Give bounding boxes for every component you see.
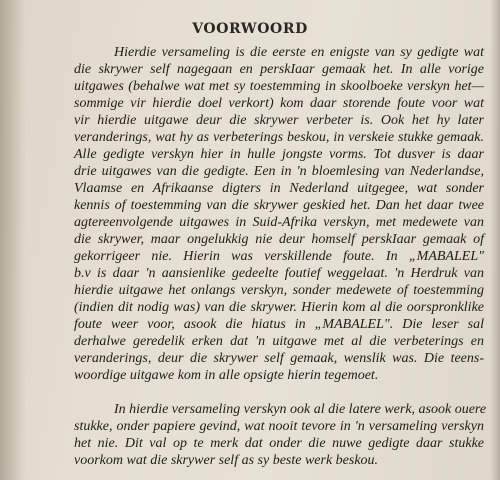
text-line: b.v is daar 'n aansienlike gedeelte foutief weggelaat. 'n Herdruk van xyxy=(74,266,484,281)
text-line: stukke, onder papiere gevind, wat nooit tevore in 'n versameling verskyn xyxy=(74,419,484,434)
text-line: hierdie uitgawe het onlangs verskyn, sonder medewete of toestemming xyxy=(74,283,484,298)
text-line: woordige uitgawe kom in alle opsigte hierin tegemoet. xyxy=(74,368,379,383)
text-line: foute weer voor, asook die hiatus in „MABALEL". Die leser sal xyxy=(74,317,484,332)
page-title: VOORWOORD xyxy=(192,21,308,37)
text-line: vir hierdie uitgawe deur die skrywer verbeter is. Ook het hy later xyxy=(74,113,484,128)
text-line: veranderings, deur die skrywer self gemaak, wenslik was. Die teens- xyxy=(74,351,484,366)
text-line: sommige vir hierdie doel verkort) kom daar storende foute voor wat xyxy=(74,96,484,111)
paragraph-2 xyxy=(74,401,487,469)
page-edge-shadow xyxy=(490,0,500,480)
text-line: uitgawes (behalwe wat met sy toestemming in skoolboeke verskyn het— xyxy=(74,79,484,94)
text-line: drie uitgawes van die gedigte. Een in 'n bloemlesing van Nederlandse, xyxy=(74,164,484,179)
text-line: die skrywer self nagegaan en perskIaar gemaak het. In alle vorige xyxy=(74,62,484,77)
text-line: Vlaamse en Afrikaanse digters in Nederland uitgegee, wat sonder xyxy=(74,181,484,196)
text-line: In hierdie versameling verskyn ook al die latere werk, asook ouere xyxy=(114,402,487,417)
text-line: Alle gedigte verskyn hier in hulle jongste vorms. Tot dusver is daar xyxy=(74,147,484,162)
text-line: Hierdie versameling is die eerste en enigste van sy gedigte wat xyxy=(114,45,484,60)
body-text xyxy=(74,44,487,469)
paragraph-spacer xyxy=(74,384,484,401)
page-gutter-shadow xyxy=(0,0,26,480)
text-line: het nie. Dit val op te merk dat onder die nuwe gedigte daar stukke xyxy=(74,436,484,451)
text-line: voorkom wat die skrywer self as sy beste werk beskou. xyxy=(74,453,379,468)
text-line: (indien dit nodig was) van die skrywer. Hierin kom al die oorspronklike xyxy=(74,300,484,315)
text-line: derhalwe geredelik erken dat 'n uitgawe met al die verbeterings en xyxy=(74,334,484,349)
text-line: veranderings, wat hy as verbeterings beskou, in verskeie stukke gemaak. xyxy=(74,130,484,145)
paragraph-1 xyxy=(74,44,484,384)
text-line: agtereenvolgende uitgawes in Suid-Afrika verskyn, met medewete van xyxy=(74,215,484,230)
text-line: kennis of toestemming van die skrywer geskied het. Dan het daar twee xyxy=(74,198,484,213)
text-line: gekorrigeer nie. Hierin was verskillende foute. In „MABALEL" xyxy=(74,249,484,264)
text-line: die skrywer, maar ongelukkig nie deur homself perskIaar gemaak of xyxy=(74,232,484,247)
